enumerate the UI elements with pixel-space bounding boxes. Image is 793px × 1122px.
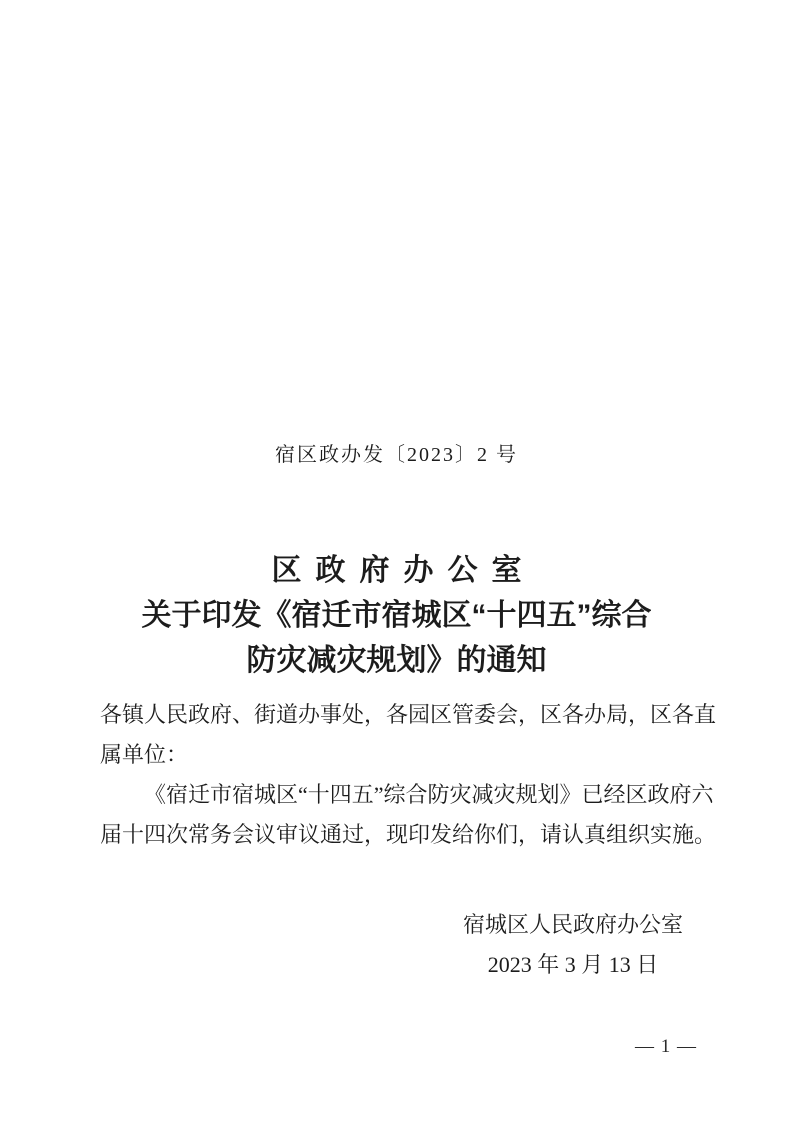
- title-subject-line-1: 关于印发《宿迁市宿城区“十四五”综合: [141, 599, 652, 632]
- document-title: [0, 548, 793, 683]
- signature-block: [463, 905, 683, 985]
- signature-date: 2023 年 3 月 13 日: [487, 952, 659, 977]
- salutation-line: 各镇人民政府、街道办事处，各园区管委会，区各办局，区各直: [100, 702, 717, 727]
- salutation-line: 属单位：: [100, 742, 189, 767]
- page-number: — 1 —: [635, 1036, 697, 1057]
- signature-organization: 宿城区人民政府办公室: [462, 912, 683, 937]
- document-number: 宿区政办发〔2023〕2 号: [275, 444, 518, 466]
- paragraph-line: 届十四次常务会议审议通过，现印发给你们，请认真组织实施。: [100, 822, 717, 847]
- document-body: [100, 695, 717, 855]
- paragraph-line: 《宿迁市宿城区“十四五”综合防灾减灾规划》已经区政府六: [144, 782, 714, 807]
- title-subject-line-2: 防灾减灾规划》的通知: [246, 644, 547, 677]
- title-issuing-office: 区政府办公室: [271, 554, 536, 587]
